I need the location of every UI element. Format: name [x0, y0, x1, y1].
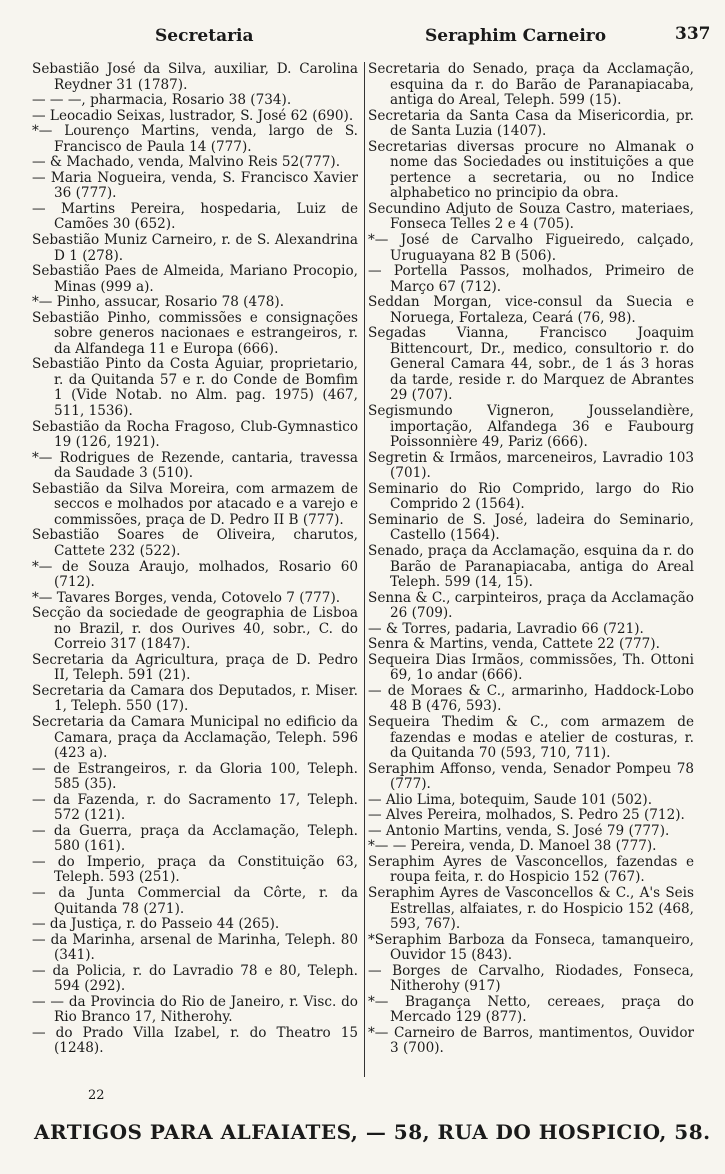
directory-entry: — da Junta Commercial da Côrte, r. da Quitanda 78 (271). — [32, 884, 358, 917]
directory-entry: Seminario do Rio Comprido, largo do Rio Comprido 2 (1564). — [368, 480, 694, 513]
directory-entry: Sebastião da Rocha Fragoso, Club-Gymnastico 19 (126, 1921). — [32, 418, 358, 451]
directory-entry: Sebastião da Silva Moreira, com armazem de seccos e molhados por atacado e a varejo e commissões, praça de D. Pedro II B (777). — [32, 480, 358, 528]
directory-entry: *— de Souza Araujo, molhados, Rosario 60 (712). — [32, 558, 358, 591]
directory-entry: Segadas Vianna, Francisco Joaquim Bittencourt, Dr., medico, consultorio r. do General Camara 44, sobr., de 1 ás 3 horas da tarde, reside r. do Marquez de Abrantes 29 (707). — [368, 325, 694, 404]
directory-entry: Sebastião José da Silva, auxiliar, D. Carolina Reydner 31 (1787). — [32, 61, 358, 93]
page-number: 337 — [675, 24, 711, 44]
directory-entry: — do Prado Villa Izabel, r. do Theatro 15 (1248). — [32, 1024, 358, 1057]
signature-mark: 22 — [88, 1088, 105, 1103]
directory-entry: — da Policia, r. do Lavradio 78 e 80, Teleph. 594 (292). — [32, 962, 358, 995]
directory-entry: Secção da sociedade de geographia de Lisboa no Brazil, r. dos Ourives 40, sobr., C. do Correio 317 (1847). — [32, 605, 358, 653]
directory-entry: Sebastião Pinho, commissões e consignações sobre generos nacionaes e estrangeiros, r. da Alfandega 11 e Europa (666). — [32, 309, 358, 357]
directory-entry: Secretaria do Senado, praça da Acclamação, esquina da r. do Barão de Paranapiacaba, antiga do Areal, Teleph. 599 (15). — [368, 61, 694, 109]
directory-entry: Sebastião Paes de Almeida, Mariano Procopio, Minas (999 a). — [32, 263, 358, 295]
left-running-head: Secretaria — [155, 26, 254, 46]
directory-entry: Sebastião Soares de Oliveira, charutos, Cattete 232 (522). — [32, 527, 358, 559]
directory-entry: *— José de Carvalho Figueiredo, calçado, Uruguayana 82 B (506). — [368, 232, 694, 264]
directory-entry: Sebastião Pinto da Costa Aguiar, proprietario, r. da Quitanda 57 e r. do Conde de Bomfim 1 (Vide Notab. no Alm. pag. 1975) (467, 511, 1536). — [32, 356, 358, 420]
directory-entry: Secretarias diversas procure no Almanak o nome das Sociedades ou instituições a que pertence a secretaria, ou no Indice alphabetico no principio da obra. — [368, 138, 694, 202]
directory-entry: Secretaria da Camara Municipal no edificio da Camara, praça da Acclamação, Teleph. 596 (423 a). — [32, 713, 358, 762]
directory-entry: — Borges de Carvalho, Riodades, Fonseca, Nitherohy (917) — [368, 962, 694, 995]
directory-entry: Secretaria da Agricultura, praça de D. Pedro II, Teleph. 591 (21). — [32, 651, 358, 684]
directory-entry: — do Imperio, praça da Constituição 63, Teleph. 593 (251). — [32, 853, 358, 886]
directory-entry: Sequeira Thedim & C., com armazem de fazendas e modas e atelier de costuras, r. da Quitanda 70 (593, 710, 711). — [368, 713, 694, 762]
directory-entry: — da Marinha, arsenal de Marinha, Teleph. 80 (341). — [32, 931, 358, 964]
directory-entry: — da Justiça, r. do Passeio 44 (265). — [32, 916, 280, 933]
directory-entry: Seminario de S. José, ladeira do Seminario, Castello (1564). — [368, 511, 694, 544]
right-running-head: Seraphim Carneiro — [425, 26, 607, 46]
directory-entry: — Leocadio Seixas, lustrador, S. José 62 (690). — [32, 107, 354, 124]
right-column — [368, 62, 694, 1057]
directory-entry: — Alio Lima, botequim, Saude 101 (502). — [368, 791, 653, 808]
directory-entry: *— Bragança Netto, cereaes, praça do Mercado 129 (877). — [368, 993, 694, 1026]
directory-entry: Segismundo Vigneron, Jousselandière, importação, Alfandega 36 e Faubourg Poissonnière 49, Pariz (666). — [368, 403, 694, 451]
directory-entry: — & Machado, venda, Malvino Reis 52(777). — [32, 154, 341, 171]
directory-entry: *— Lourenço Martins, venda, largo de S. Francisco de Paula 14 (777). — [32, 123, 358, 155]
directory-entry: Seddan Morgan, vice-consul da Suecia e Noruega, Fortaleza, Ceará (76, 98). — [368, 294, 694, 326]
footer-advert — [34, 1120, 714, 1144]
directory-entry: — Martins Pereira, hospedaria, Luiz de Camões 30 (652). — [32, 200, 358, 233]
footer-text: ARTIGOS PARA ALFAIATES, — 58, RUA DO HOSPICIO, 58. — [34, 1120, 711, 1144]
column-divider — [364, 62, 365, 1077]
directory-entry: — da Fazenda, r. do Sacramento 17, Teleph. 572 (121). — [32, 791, 358, 824]
directory-entry: *— Rodrigues de Rezende, cantaria, travessa da Saudade 3 (510). — [32, 449, 358, 482]
directory-entry: Sequeira Dias Irmãos, commissões, Th. Ottoni 69, 1o andar (666). — [368, 651, 694, 684]
directory-entry: *— Pinho, assucar, Rosario 78 (478). — [32, 294, 285, 311]
directory-entry: Senna & C., carpinteiros, praça da Acclamação 26 (709). — [368, 589, 694, 622]
directory-entry: Secretaria da Santa Casa da Misericordia, pr. de Santa Luzia (1407). — [368, 107, 694, 140]
directory-entry: — Antonio Martins, venda, S. José 79 (777). — [368, 822, 670, 839]
page-header — [0, 24, 725, 54]
directory-entry: — & Torres, padaria, Lavradio 66 (721). — [368, 620, 644, 637]
directory-entry: *— — Pereira, venda, D. Manoel 38 (777). — [368, 838, 657, 855]
directory-entry: Seraphim Ayres de Vasconcellos & C., A's Seis Estrellas, alfaiates, r. do Hospicio 152 (468, 593, 767). — [368, 884, 694, 933]
directory-entry: — — —, pharmacia, Rosario 38 (734). — [32, 92, 292, 109]
directory-entry: *— Tavares Borges, venda, Cotovelo 7 (777). — [32, 589, 341, 606]
directory-entry: — Portella Passos, molhados, Primeiro de Março 67 (712). — [368, 263, 694, 295]
directory-entry: Senra & Martins, venda, Cattete 22 (777). — [368, 636, 660, 653]
directory-entry: Secretaria da Camara dos Deputados, r. Miser. 1, Teleph. 550 (17). — [32, 682, 358, 715]
directory-entry: — de Moraes & C., armarinho, Haddock-Lobo 48 B (476, 593). — [368, 682, 694, 715]
directory-entry: Segretin & Irmãos, marceneiros, Lavradio 103 (701). — [368, 449, 694, 482]
directory-entry: — de Estrangeiros, r. da Gloria 100, Teleph. 585 (35). — [32, 760, 358, 793]
directory-entry: *Seraphim Barboza da Fonseca, tamanqueiro, Ouvidor 15 (843). — [368, 931, 694, 964]
directory-entry: Senado, praça da Acclamação, esquina da r. do Barão de Paranapiacaba, antiga do Areal Teleph. 599 (14, 15). — [368, 542, 694, 591]
directory-entry: *— Carneiro de Barros, mantimentos, Ouvidor 3 (700). — [368, 1024, 694, 1057]
directory-entry: — — da Provincia do Rio de Janeiro, r. Visc. do Rio Branco 17, Nitherohy. — [32, 993, 358, 1026]
directory-entry: Secundino Adjuto de Souza Castro, materiaes, Fonseca Telles 2 e 4 (705). — [368, 200, 694, 233]
directory-entry: — Maria Nogueira, venda, S. Francisco Xavier 36 (777). — [32, 169, 358, 202]
directory-entry: Seraphim Ayres de Vasconcellos, fazendas e roupa feita, r. do Hospicio 152 (767). — [368, 853, 694, 886]
directory-entry: Seraphim Affonso, venda, Senador Pompeu 78 (777). — [368, 760, 694, 793]
directory-entry: — da Guerra, praça da Acclamação, Teleph. 580 (161). — [32, 822, 358, 855]
left-column — [32, 62, 358, 1057]
directory-entry: — Alves Pereira, molhados, S. Pedro 25 (712). — [368, 807, 685, 824]
directory-entry: Sebastião Muniz Carneiro, r. de S. Alexandrina D 1 (278). — [32, 232, 358, 264]
